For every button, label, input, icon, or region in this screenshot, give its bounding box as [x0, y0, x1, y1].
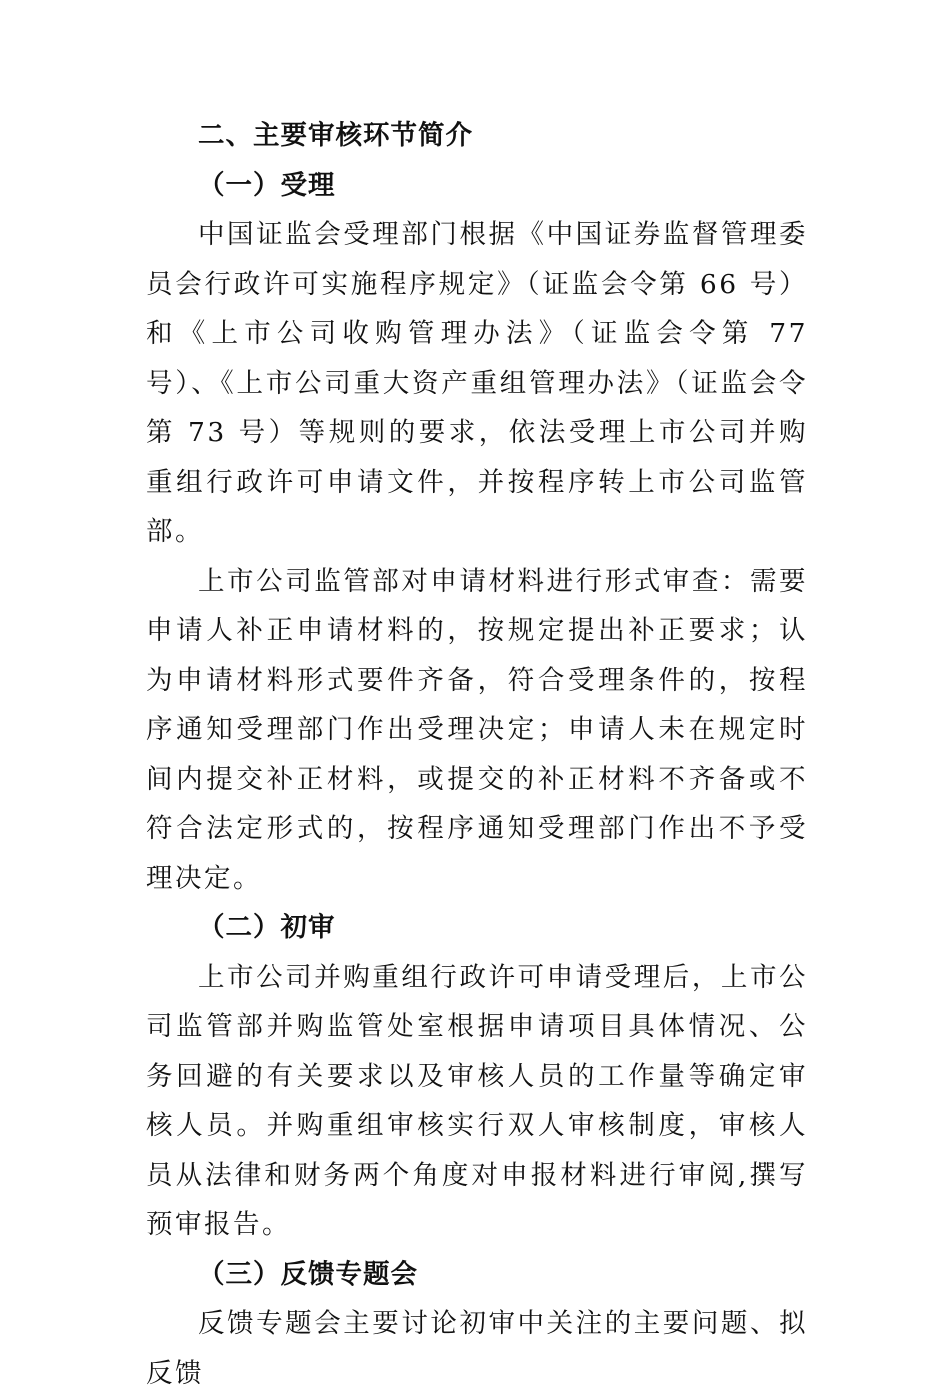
subsection-feedback-meeting [146, 1250, 808, 1398]
paragraph: 中国证监会受理部门根据《中国证券监督管理委员会行政许可实施程序规定》（证监会令第 66 号）和《上市公司收购管理办法》（证监会令第 77 号）、《上市公司重大资产重组管理办法》（证监会令第 73 号）等规则的要求，依法受理上市公司并购重组行政许可申请文件，并按程序转上市公司监管部。 [146, 210, 808, 557]
paragraph: 反馈专题会主要讨论初审中关注的主要问题、拟反馈 [146, 1299, 808, 1398]
subsection-heading: （三）反馈专题会 [146, 1250, 808, 1300]
subsection-heading: （二）初审 [146, 903, 808, 953]
section-title: 二、主要审核环节简介 [146, 111, 808, 161]
document-body [146, 111, 808, 1398]
paragraph: 上市公司并购重组行政许可申请受理后，上市公司监管部并购监管处室根据申请项目具体情况、公务回避的有关要求以及审核人员的工作量等确定审核人员。并购重组审核实行双人审核制度，审核人员从法律和财务两个角度对申报材料进行审阅,撰写预审报告。 [146, 953, 808, 1250]
subsection-heading: （一）受理 [146, 161, 808, 211]
paragraph: 上市公司监管部对申请材料进行形式审查：需要申请人补正申请材料的，按规定提出补正要求；认为申请材料形式要件齐备，符合受理条件的，按程序通知受理部门作出受理决定；申请人未在规定时间内提交补正材料，或提交的补正材料不齐备或不符合法定形式的，按程序通知受理部门作出不予受理决定。 [146, 557, 808, 904]
subsection-preliminary-review [146, 903, 808, 1250]
subsection-acceptance [146, 161, 808, 904]
